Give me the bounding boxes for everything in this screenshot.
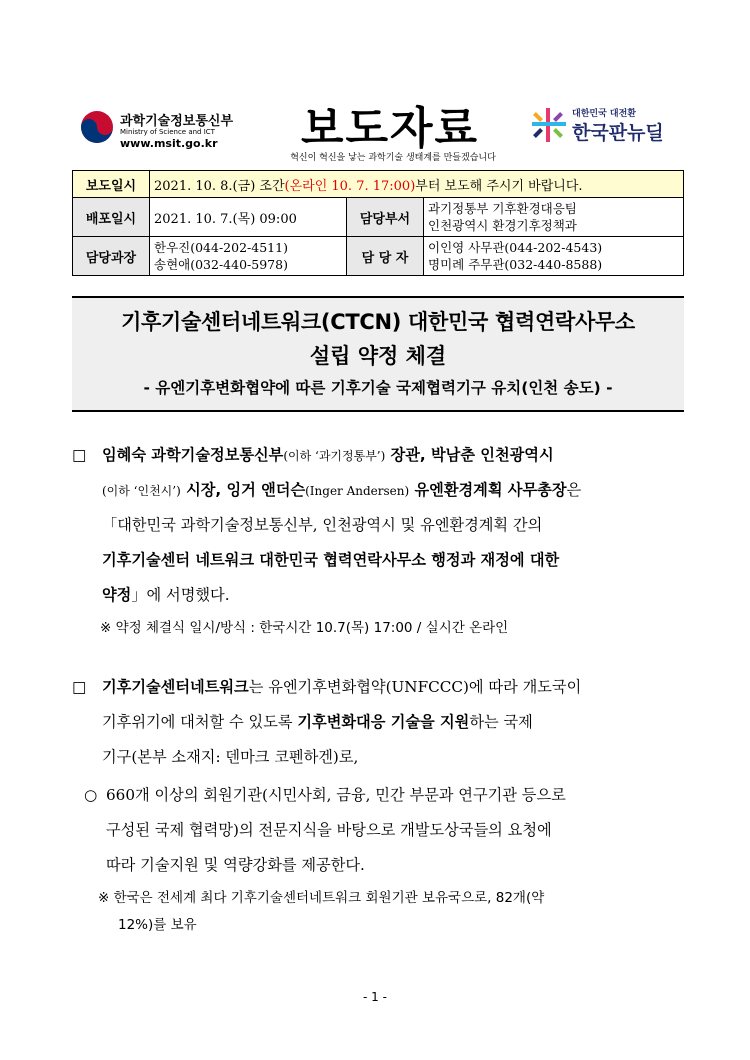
headline-line-1: 기후기술센터네트워크(CTCN) 대한민국 협력연락사무소 <box>121 310 635 334</box>
embargo-date: 2021. 10. 8.(금) 조간 <box>154 178 285 194</box>
p3-line-3: 따라 기술지원 및 역량강화를 제공한다. <box>106 856 365 874</box>
embargo-value <box>150 171 684 198</box>
dept-value <box>424 198 684 237</box>
ministry-name: 과학기술정보통신부 <box>120 114 234 129</box>
p2-ctcn: 기후기술센터네트워크 <box>102 678 249 696</box>
head-value <box>150 237 347 276</box>
staff-value <box>424 237 684 276</box>
ministry-url: www.msit.go.kr <box>120 137 218 150</box>
p1-line-4: 기후기술센터 네트워크 대한민국 협력연락사무소 행정과 재정에 대한 <box>102 551 560 569</box>
p2-bullet: □ <box>72 678 87 696</box>
p3-bullet: ○ <box>84 786 98 804</box>
p1-signed: 」에 서명했다. <box>131 586 230 604</box>
embargo-label: 보도일시 <box>73 171 150 198</box>
p1-line-3: 「대한민국 과학기술정보통신부, 인천광역시 및 유엔환경계획 간의 <box>102 516 543 534</box>
new-deal-title: 한국판뉴딜 <box>572 122 664 144</box>
embargo-online: (온라인 10. 7. 17:00) <box>284 178 416 194</box>
p1-andersen: 시장, 잉거 앤더슨 <box>180 481 306 499</box>
p1-mayor: 장관, 박남춘 인천광역시 <box>385 446 554 464</box>
new-deal-tagline: 대한민국 대전환 <box>572 109 636 119</box>
staff-value-2: 명미례 주무관(032-440-8588) <box>428 257 603 272</box>
note-2-line-1: ※ 한국은 전세계 최다 기후기술센터네트워크 회원기관 보유국으로, 82개(약 <box>98 890 545 906</box>
headline-line-2: 설립 약정 체결 <box>309 344 447 368</box>
p1-andersen-en: (Inger Andersen) <box>305 484 410 498</box>
p2-unfccc: 는 유엔기후변화협약(UNFCCC)에 따라 개도국이 <box>248 678 582 696</box>
contact-row <box>73 237 684 276</box>
embargo-note: 부터 보도해 주시기 바랍니다. <box>415 178 583 194</box>
p1-abbr-1: (이하 ‘과기정통부’) <box>283 449 386 463</box>
dist-label: 배포일시 <box>73 198 150 237</box>
taeguk-emblem-icon <box>80 110 114 144</box>
head-value-2: 송현애(032-440-5978) <box>154 257 288 272</box>
p1-abbr-2: (이하 ‘인천시’) <box>102 484 181 498</box>
ministry-name-en: Ministry of Science and ICT <box>120 128 215 136</box>
embargo-row <box>73 171 684 198</box>
dept-label: 담당부서 <box>347 198 424 237</box>
p2-line-1 <box>102 672 581 702</box>
dist-value: 2021. 10. 7.(목) 09:00 <box>150 198 347 237</box>
korean-new-deal-logo <box>528 104 698 154</box>
press-release-title: 보도자료 <box>300 103 479 154</box>
ministry-logo <box>80 108 250 156</box>
head-value-1: 한우진(044-202-4511) <box>154 240 288 255</box>
p1-line-1 <box>102 440 554 471</box>
p2-line-2 <box>102 707 533 737</box>
p2-line-3: 기구(본부 소재지: 덴마크 코펜하겐)로, <box>102 748 359 766</box>
p1-agreement: 약정 <box>102 586 132 604</box>
staff-value-1: 이인영 사무관(044-202-4543) <box>428 240 603 255</box>
headline-box <box>72 296 684 412</box>
head-label: 담당과장 <box>73 237 150 276</box>
page-number: - 1 - <box>363 990 387 1004</box>
p2-intl: 하는 국제 <box>469 713 533 731</box>
p3-line-2: 구성된 국제 협력망)의 전문지식을 바탕으로 개발도상국들의 요청에 <box>106 821 552 839</box>
release-info-table <box>72 170 684 276</box>
dept-value-2: 인천광역시 환경기후정책과 <box>428 218 577 233</box>
p1-line-5 <box>102 580 230 610</box>
p1-bullet: □ <box>72 446 87 464</box>
staff-label: 담 당 자 <box>347 237 424 276</box>
note-1: ※ 약정 체결식 일시/방식 : 한국시간 10.7(목) 17:00 / 실시간 온라인 <box>100 620 509 636</box>
p3-line-1: 660개 이상의 회원기관(시민사회, 금융, 민간 부문과 연구기관 등으로 <box>106 786 566 804</box>
p1-particle: 은 <box>566 481 582 499</box>
note-2-line-2: 12%)를 보유 <box>118 917 197 933</box>
distribution-row <box>73 198 684 237</box>
new-deal-mark-icon <box>528 104 570 146</box>
dept-value-1: 과기정통부 기후환경대응팀 <box>428 201 577 216</box>
p1-minister: 임혜숙 과학기술정보통신부 <box>102 446 284 464</box>
p1-unep: 유엔환경계획 사무총장 <box>409 481 567 499</box>
subheadline: - 유엔기후변화협약에 따른 기후기술 국제협력기구 유치(인천 송도) - <box>143 379 613 397</box>
slogan: 혁신이 혁신을 낳는 과학기술 생태계를 만들겠습니다 <box>290 153 496 163</box>
p2-crisis: 기후위기에 대처할 수 있도록 <box>102 713 298 731</box>
p1-line-2 <box>102 475 581 506</box>
p2-support: 기후변화대응 기술을 지원 <box>297 713 470 731</box>
